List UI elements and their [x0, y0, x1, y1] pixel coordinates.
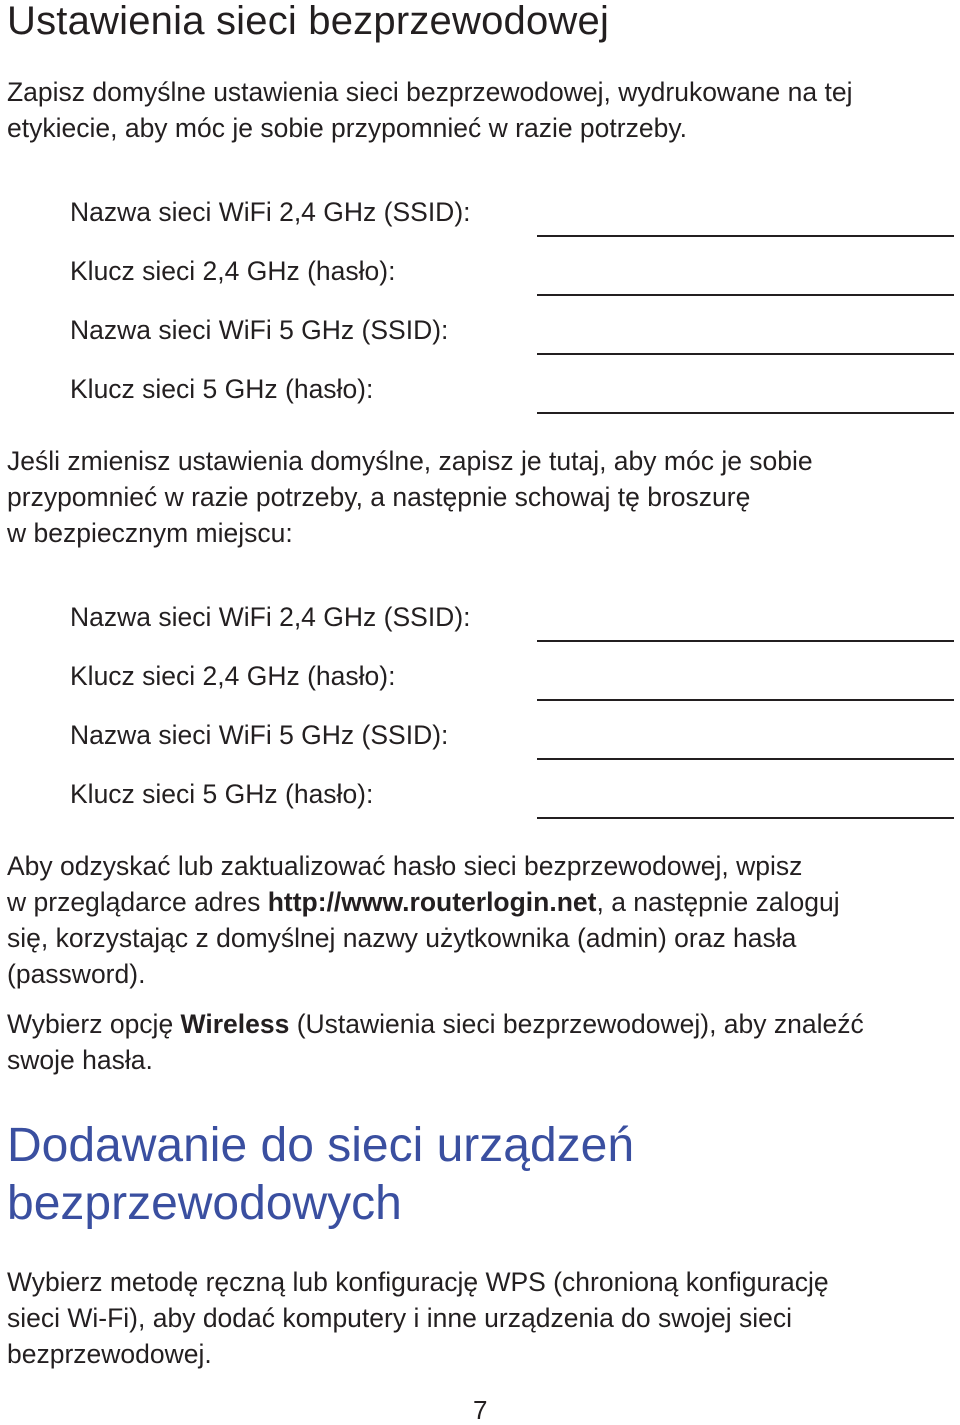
recover-line: (password). [7, 959, 146, 989]
default-key-5-label: Klucz sieci 5 GHz (hasło): [70, 374, 374, 404]
default-ssid-24-label: Nazwa sieci WiFi 2,4 GHz (SSID): [70, 197, 471, 227]
section-body-line: bezprzewodowej. [7, 1339, 212, 1369]
section-heading-line: Dodawanie do sieci urządzeń [7, 1119, 635, 1172]
wireless-text: (Ustawienia sieci bezprzewodowej), aby znaleźć [289, 1009, 864, 1039]
intro-line: Zapisz domyślne ustawienia sieci bezprzewodowej, wydrukowane na tej [7, 77, 853, 107]
default-key-24-field[interactable] [537, 294, 954, 296]
changed-ssid-24-label: Nazwa sieci WiFi 2,4 GHz (SSID): [70, 602, 471, 632]
changed-ssid-24-field[interactable] [537, 640, 954, 642]
wireless-text: Wybierz opcję [7, 1009, 181, 1039]
wireless-paragraph [7, 1006, 864, 1078]
default-key-24-label: Klucz sieci 2,4 GHz (hasło): [70, 256, 396, 286]
recover-line [7, 884, 840, 920]
wireless-menu-name: Wireless [180, 1009, 290, 1039]
changed-key-5-field[interactable] [537, 817, 954, 819]
changed-settings-paragraph [7, 443, 813, 551]
changed-ssid-5-field[interactable] [537, 758, 954, 760]
changed-ssid-5-label: Nazwa sieci WiFi 5 GHz (SSID): [70, 720, 449, 750]
default-key-5-field[interactable] [537, 412, 954, 414]
section-heading [7, 1117, 634, 1233]
recover-text: w przeglądarce adres [7, 887, 268, 917]
changed-key-5-label: Klucz sieci 5 GHz (hasło): [70, 779, 374, 809]
router-login-url: http://www.routerlogin.net [267, 887, 597, 917]
wireless-line [7, 1006, 864, 1042]
recover-paragraph [7, 848, 840, 992]
wireless-line: swoje hasła. [7, 1045, 153, 1075]
changed-line: Jeśli zmienisz ustawienia domyślne, zapisz je tutaj, aby móc je sobie [7, 446, 813, 476]
default-ssid-5-field[interactable] [537, 353, 954, 355]
section-heading-line: bezprzewodowych [7, 1177, 402, 1230]
intro-paragraph [7, 74, 852, 146]
section-body [7, 1264, 829, 1372]
default-ssid-24-field[interactable] [537, 235, 954, 237]
section-body-line: sieci Wi-Fi), aby dodać komputery i inne urządzenia do swojej sieci [7, 1303, 793, 1333]
changed-key-24-label: Klucz sieci 2,4 GHz (hasło): [70, 661, 396, 691]
recover-line: Aby odzyskać lub zaktualizować hasło sieci bezprzewodowej, wpisz [7, 851, 803, 881]
recover-text: , a następnie zaloguj [596, 887, 840, 917]
section-body-line: Wybierz metodę ręczną lub konfigurację WPS (chronioną konfigurację [7, 1267, 829, 1297]
intro-line: etykiecie, aby móc je sobie przypomnieć w razie potrzeby. [7, 113, 687, 143]
default-ssid-5-label: Nazwa sieci WiFi 5 GHz (SSID): [70, 315, 449, 345]
page-title: Ustawienia sieci bezprzewodowej [7, 0, 610, 43]
changed-key-24-field[interactable] [537, 699, 954, 701]
changed-line: przypomnieć w razie potrzeby, a następnie schowaj tę broszurę [7, 482, 751, 512]
recover-line: się, korzystając z domyślnej nazwy użytkownika (admin) oraz hasła [7, 923, 797, 953]
page-number: 7 [473, 1395, 488, 1425]
changed-line: w bezpiecznym miejscu: [7, 518, 293, 548]
